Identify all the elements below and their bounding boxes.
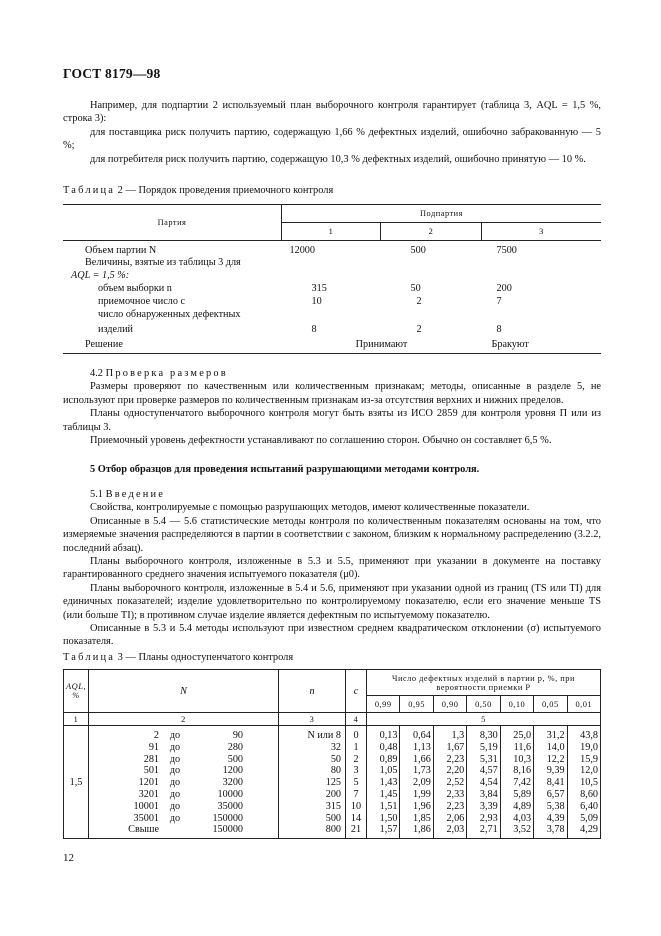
table2-cell: 8 <box>496 323 502 335</box>
table-row <box>93 765 274 777</box>
defect-percent-value: 2,03 <box>446 824 465 836</box>
table3-head-aql: AQL, % <box>64 670 89 713</box>
lot-size-from: 10001 <box>133 800 159 812</box>
defect-percent-value: 25,0 <box>513 730 532 741</box>
lot-size-sep: до <box>169 812 181 824</box>
table3-p-col: 0,99 <box>367 696 400 713</box>
acceptance-number-value: 7 <box>353 788 359 800</box>
defect-percent-value: 0,13 <box>379 730 398 741</box>
defect-percent-value: 0,48 <box>379 741 398 753</box>
lot-size-to: 3200 <box>222 777 243 789</box>
defect-percent-value: 2,33 <box>446 788 465 800</box>
defect-percent-value: 19,0 <box>580 741 598 753</box>
table2-cell <box>381 256 482 269</box>
defect-percent-value: 1,73 <box>413 765 431 777</box>
section-5-body <box>63 488 601 649</box>
lot-size-from: 2 <box>153 730 159 741</box>
defect-percent-value: 5,38 <box>546 800 565 812</box>
defect-percent-value: 4,03 <box>513 812 532 824</box>
defect-percent-value: 8,60 <box>580 788 598 800</box>
section-4-2 <box>63 367 601 447</box>
table-row <box>93 801 274 813</box>
defect-percent-value: 5,09 <box>580 812 598 824</box>
page-header: ГОСТ 8179—98 <box>63 66 161 81</box>
table2-sub-col: 3 <box>482 223 602 241</box>
lot-size-from: 35001 <box>133 812 159 824</box>
lot-size-sep <box>159 824 187 836</box>
lot-size-to: 90 <box>232 730 243 741</box>
defect-percent-value: 11,6 <box>513 741 532 753</box>
defect-percent-value: 2,93 <box>479 812 498 824</box>
table2-cell <box>282 308 381 321</box>
table2-cell: 50 <box>410 283 421 294</box>
lot-size-sep: до <box>169 765 181 777</box>
section-4-2-title: Проверка размеров <box>105 368 228 379</box>
lot-size-from: 501 <box>143 765 159 777</box>
table2-decision-label: Решение <box>63 337 282 353</box>
defect-percent-value: 2,06 <box>446 812 465 824</box>
section-5-1-title: Введение <box>105 489 166 500</box>
defect-percent-value: 7,42 <box>513 777 532 789</box>
sample-size-value: 200 <box>325 788 341 800</box>
table3-num-col: 5 <box>367 713 601 726</box>
section-4-2-paragraph-2: Планы одноступенчатого выборочного контроля могут быть взяты из ИСО 2859 для контроля уровня П или из таблицы 3. <box>63 408 601 433</box>
table3-p-col: 0,10 <box>500 696 533 713</box>
section-5-1-heading <box>63 488 601 501</box>
intro-paragraph-2: для поставщика риск получить партию, содержащую 1,66 % дефектных изделий, ошибочно забракованную — 5 %; <box>63 126 601 152</box>
table3-num-col: 3 <box>279 713 346 726</box>
lot-size-sep: до <box>169 741 181 753</box>
table2-cell <box>282 256 381 269</box>
table3-num-col: 1 <box>64 713 89 726</box>
defect-percent-value: 1,99 <box>413 788 431 800</box>
table3-p-cell <box>400 726 433 839</box>
table2-cell <box>482 256 602 269</box>
table2-row-label: изделий <box>98 323 133 335</box>
defect-percent-value: 2,23 <box>446 800 465 812</box>
acceptance-number-value: 14 <box>350 812 362 824</box>
sample-size-value: 50 <box>330 753 341 765</box>
defect-percent-value: 10,3 <box>513 753 532 765</box>
section-5-paragraph-3: Планы выборочного контроля, изложенные в 5.3 и 5.5, применяют при указании в документе на поставку гарантированного среднего значения испытуемого показателя (μ0). <box>63 556 601 581</box>
sample-size-value: 800 <box>325 824 341 836</box>
defect-percent-value: 0,89 <box>379 753 398 765</box>
table3-p-cell <box>367 726 400 839</box>
defect-percent-value: 0,64 <box>413 730 431 741</box>
defect-percent-value: 3,39 <box>479 800 498 812</box>
defect-percent-value: 43,8 <box>580 730 598 741</box>
table-row <box>63 282 601 295</box>
section-4-2-paragraph-1: Размеры проверяют по качественным или количественным признакам; методы, описанные в разделе 5, не используют при проверке размеров по количественным признакам из-за отсутствия верхних и нижних пределов. <box>63 381 601 406</box>
defect-percent-value: 4,29 <box>580 824 598 836</box>
table2-cell: 10 <box>311 296 322 307</box>
lot-size-from: 3201 <box>138 788 159 800</box>
table2-sub-col: 1 <box>282 223 381 241</box>
section-4-2-heading <box>63 367 601 380</box>
acceptance-number-value: 21 <box>350 824 362 836</box>
lot-size-from: 281 <box>143 753 159 765</box>
table-row <box>93 824 274 836</box>
table2-sub-col: 2 <box>381 223 482 241</box>
table2-head-subparty: Подпартия <box>282 205 602 223</box>
table3-p-col: 0,90 <box>433 696 466 713</box>
sample-size-value: 125 <box>325 777 341 789</box>
defect-percent-value: 6,40 <box>580 800 598 812</box>
section-5-1-number: 5.1 <box>90 489 103 500</box>
defect-percent-value: 15,9 <box>580 753 598 765</box>
table2-row-label: AQL = 1,5 %: <box>71 270 130 281</box>
table3-head-defect: Число дефектных изделий в партии p, %, при вероятности приемки P <box>367 670 601 696</box>
table3-p-col: 0,01 <box>567 696 600 713</box>
table3-caption-label: Таблица <box>63 652 116 663</box>
lot-size-to: 280 <box>227 741 243 753</box>
defect-percent-value: 1,05 <box>379 765 398 777</box>
page-number: 12 <box>63 852 74 864</box>
table-row <box>63 256 601 269</box>
defect-percent-value: 9,39 <box>546 765 565 777</box>
defect-percent-value: 1,66 <box>413 753 431 765</box>
defect-percent-value: 31,2 <box>546 730 565 741</box>
table2-row-label: Объем партии N <box>85 245 157 256</box>
table3-caption <box>63 651 293 664</box>
table2-caption <box>63 184 333 197</box>
table3-p-col: 0,50 <box>467 696 500 713</box>
table-row <box>63 308 601 321</box>
defect-percent-value: 1,57 <box>379 824 398 836</box>
table-row <box>93 813 274 825</box>
defect-percent-value: 4,89 <box>513 800 532 812</box>
defect-percent-value: 4,57 <box>479 765 498 777</box>
table2-caption-label: Таблица <box>63 185 116 196</box>
section-4-2-number: 4.2 <box>90 368 103 379</box>
table2-row-label: число обнаруженных дефектных <box>98 309 241 320</box>
table2-cell: 7500 <box>496 245 517 256</box>
lot-size-sep: до <box>169 777 181 789</box>
table2-decision-reject: Бракуют <box>482 337 602 353</box>
table3-p-cell <box>534 726 567 839</box>
acceptance-number-value: 5 <box>353 777 359 789</box>
defect-percent-value: 1,13 <box>413 741 431 753</box>
lot-size-to: 150000 <box>212 812 243 824</box>
defect-percent-value: 1,50 <box>379 812 398 824</box>
table-row <box>93 730 274 742</box>
section-5-paragraph-2: Описанные в 5.4 — 5.6 статистические методы контроля по количественным показателям основаны на том, что измеряемые значения распределяются в партии в соответствии с законом, близким к нормальному распределению (3.2.2, последний абзац). <box>63 515 601 554</box>
defect-percent-value: 4,39 <box>546 812 565 824</box>
table3-N-cell <box>89 726 279 839</box>
table3-p-col: 0,05 <box>534 696 567 713</box>
intro-text <box>63 99 601 166</box>
intro-paragraph-3: для потребителя риск получить партию, содержащую 10,3 % дефектных изделий, ошибочно принятую — 10 %. <box>90 153 586 165</box>
defect-percent-value: 2,20 <box>446 765 465 777</box>
defect-percent-value: 4,54 <box>479 777 498 789</box>
section-5-paragraph-1: Свойства, контролируемые с помощью разрушающих методов, имеют количественные показатели. <box>90 502 530 514</box>
table2-cell: 200 <box>496 283 512 294</box>
table-row <box>63 241 601 257</box>
defect-percent-value: 8,16 <box>513 765 532 777</box>
sample-size-value: 80 <box>330 765 341 777</box>
section-5-paragraph-4: Планы выборочного контроля, изложенные в 5.4 и 5.6, применяют при указании одной из границ (TS или TI) для единичных показателей; изделие удовлетворительно по контролируемому показателю, если его значение меньше TS (или больше TI); в противном случае изделие является дефектным по испытуемому показателю. <box>63 582 601 621</box>
lot-size-from: 91 <box>148 741 159 753</box>
sample-size-value: N или 8 <box>307 730 341 741</box>
table2-cell <box>381 308 482 321</box>
table-row <box>63 337 601 353</box>
table3 <box>63 669 601 839</box>
defect-percent-value: 12,0 <box>580 765 598 777</box>
table3-aql-value: 1,5 <box>64 726 89 839</box>
defect-percent-value: 3,52 <box>513 824 532 836</box>
table-row <box>63 295 601 308</box>
table2-cell: 8 <box>311 323 317 335</box>
section-5-heading: 5 Отбор образцов для проведения испытаний разрушающими методами контроля. <box>90 464 480 475</box>
table2-cell: 2 <box>416 323 422 335</box>
table-row <box>63 321 601 337</box>
table3-p-cell <box>500 726 533 839</box>
table3-p-cell <box>433 726 466 839</box>
defect-percent-value: 8,41 <box>546 777 565 789</box>
lot-size-sep: до <box>169 788 181 800</box>
table2 <box>63 204 601 354</box>
defect-percent-value: 6,57 <box>546 788 565 800</box>
table3-p-col: 0,95 <box>400 696 433 713</box>
defect-percent-value: 12,2 <box>546 753 565 765</box>
table-row <box>93 777 274 789</box>
table2-row-label: приемочное число c <box>98 296 186 307</box>
defect-percent-value: 1,3 <box>451 730 465 741</box>
defect-percent-value: 1,85 <box>413 812 431 824</box>
table-row <box>93 754 274 766</box>
lot-size-from: 1201 <box>138 777 159 789</box>
lot-size-sep: до <box>169 753 181 765</box>
table2-cell <box>482 308 602 321</box>
table2-cell <box>282 269 381 282</box>
acceptance-number-value: 2 <box>353 753 359 765</box>
table3-n-cell <box>279 726 346 839</box>
defect-percent-value: 5,19 <box>479 741 498 753</box>
table3-c-cell <box>346 726 367 839</box>
section-4-2-paragraph-3: Приемочный уровень дефектности устанавливают по соглашению сторон. Обычно он составляет 6,5 %. <box>90 435 552 447</box>
defect-percent-value: 2,52 <box>446 777 465 789</box>
table2-cell <box>381 269 482 282</box>
table3-num-col: 4 <box>346 713 367 726</box>
lot-size-sep: до <box>169 800 181 812</box>
defect-percent-value: 2,23 <box>446 753 465 765</box>
defect-percent-value: 10,5 <box>580 777 598 789</box>
table3-caption-text: 3 — Планы одноступенчатого контроля <box>117 652 294 663</box>
table2-cell: 12000 <box>289 245 315 256</box>
acceptance-number-value: 3 <box>353 765 359 777</box>
table2-cell: 315 <box>311 283 327 294</box>
defect-percent-value: 1,43 <box>379 777 398 789</box>
defect-percent-value: 1,45 <box>379 788 398 800</box>
defect-percent-value: 3,78 <box>546 824 565 836</box>
table3-head-c: c <box>346 670 367 713</box>
table2-cell: 500 <box>410 245 426 256</box>
defect-percent-value: 8,30 <box>479 730 498 741</box>
table3-p-cell <box>467 726 500 839</box>
table3-head-N: N <box>89 670 279 713</box>
intro-paragraph-1: Например, для подпартии 2 используемый план выборочного контроля гарантирует (таблица 3, AQL = 1,5 %, строка 3): <box>63 100 601 125</box>
table2-cell: 2 <box>416 296 422 307</box>
table3-head-n: n <box>279 670 346 713</box>
section-5-paragraph-5: Описанные в 5.3 и 5.4 методы используют при известном среднем квадратическом отклонении (σ) испытуемого показателя. <box>63 623 601 648</box>
sample-size-value: 500 <box>325 812 341 824</box>
defect-percent-value: 1,67 <box>446 741 465 753</box>
table2-row-label: Величины, взятые из таблицы 3 для <box>85 257 241 268</box>
defect-percent-value: 14,0 <box>546 741 565 753</box>
lot-size-sep: до <box>169 730 181 741</box>
defect-percent-value: 2,09 <box>413 777 431 789</box>
table2-cell <box>482 269 602 282</box>
defect-percent-value: 1,96 <box>413 800 431 812</box>
acceptance-number-value: 10 <box>350 800 362 812</box>
table2-head-party: Партия <box>63 205 282 241</box>
table-row <box>93 789 274 801</box>
table-row <box>63 269 601 282</box>
table2-row-label: объем выборки n <box>98 283 172 294</box>
sample-size-value: 32 <box>330 741 341 753</box>
acceptance-number-value: 1 <box>353 741 359 753</box>
defect-percent-value: 5,31 <box>479 753 498 765</box>
table2-decision-accept: Принимают <box>282 337 482 353</box>
lot-size-to: 10000 <box>217 788 243 800</box>
defect-percent-value: 1,51 <box>379 800 398 812</box>
defect-percent-value: 1,86 <box>413 824 431 836</box>
table-row <box>93 742 274 754</box>
table2-caption-text: 2 — Порядок проведения приемочного контроля <box>117 185 334 196</box>
lot-size-to: 500 <box>227 753 243 765</box>
defect-percent-value: 5,89 <box>513 788 532 800</box>
sample-size-value: 315 <box>325 800 341 812</box>
defect-percent-value: 3,84 <box>479 788 498 800</box>
lot-size-to: 150000 <box>212 824 243 836</box>
table2-cell: 7 <box>496 296 502 307</box>
lot-size-to: 1200 <box>222 765 243 777</box>
lot-size-to: 35000 <box>217 800 243 812</box>
lot-size-from: Свыше <box>128 824 159 836</box>
acceptance-number-value: 0 <box>353 730 359 741</box>
table3-p-cell <box>567 726 600 839</box>
table3-num-col: 2 <box>89 713 279 726</box>
defect-percent-value: 2,71 <box>479 824 498 836</box>
